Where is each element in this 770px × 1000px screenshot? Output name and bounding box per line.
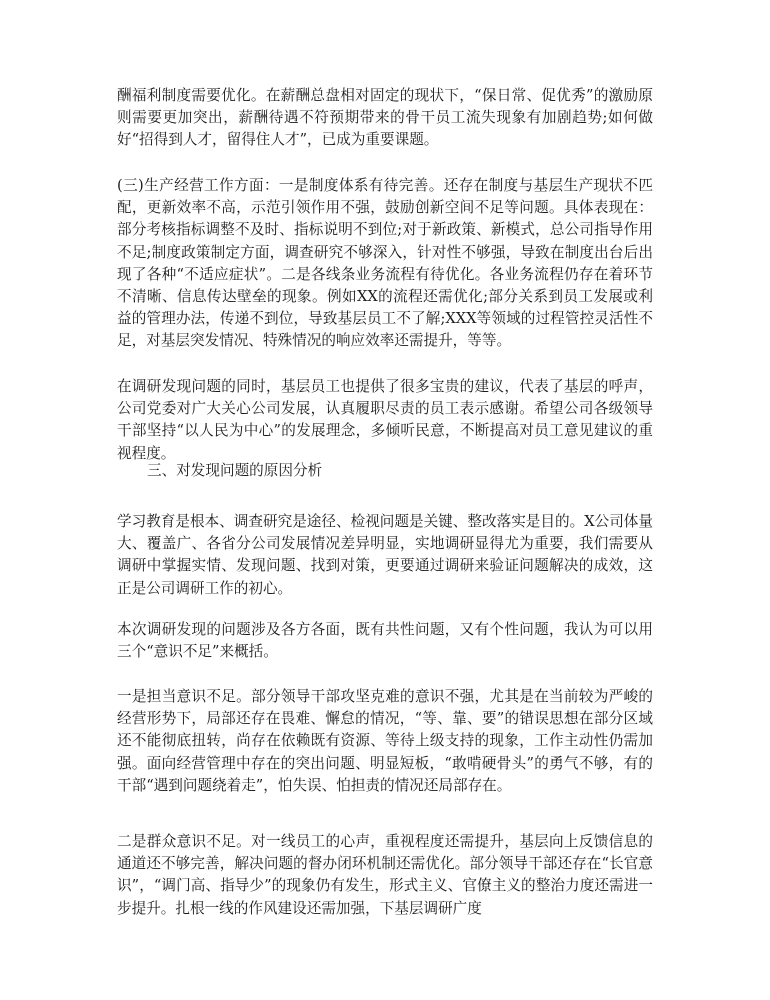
paragraph-employee-suggestions: 在调研发现问题的同时，基层员工也提供了很多宝贵的建议，代表了基层的呼声，公司党委对广大关心公司发展，认真履职尽责的员工表示感谢。希望公司各级领导干部坚持“以人民为中心”的发展理念，多倾听民意，不断提高对员工意见建议的重视程度。: [117, 378, 653, 462]
paragraph-problem-summary: 本次调研发现的问题涉及各方各面，既有共性问题，又有个性问题，我认为可以用三个“意识不足”来概括。: [117, 621, 653, 661]
paragraph-mass-awareness: 二是群众意识不足。对一线员工的心声，重视程度还需提升，基层向上反馈信息的通道还不够完善，解决问题的督办闭环机制还需优化。部分领导干部还存在“长官意识”，“调门高、指导少”的现象仍有发生，形式主义、官僚主义的整治力度还需进一步提升。扎根一线的作风建设还需加强，下基层调研广度: [117, 833, 653, 917]
paragraph-learning-education: 学习教育是根本、调查研究是途径、检视问题是关键、整改落实是目的。X公司体量大、覆盖广、各省分公司发展情况差异明显，实地调研显得尤为重要，我们需要从调研中掌握实情、发现问题、找到对策，更要通过调研来验证问题解决的成效，这正是公司调研工作的初心。: [117, 513, 653, 597]
paragraph-production-operations: (三)生产经营工作方面：一是制度体系有待完善。还存在制度与基层生产现状不匹配，更新效率不高，示范引领作用不强，鼓励创新空间不足等问题。具体表现在：部分考核指标调整不及时、指标说明不到位;对于新政策、新模式，总公司指导作用不足;制度政策制定方面，调查研究不够深入，针对性不够强，导致在制度出台后出现了各种“不适应症状”。二是各线条业务流程有待优化。各业务流程仍存在着环节不清晰、信息传达壁垒的现象。例如XX的流程还需优化;部分关系到员工发展或利益的管理办法，传递不到位，导致基层员工不了解;XXX等领域的过程管控灵活性不足，对基层突发情况、特殊情况的响应效率还需提升，等等。: [117, 177, 653, 350]
paragraph-compensation: 酬福利制度需要优化。在薪酬总盘相对固定的现状下，“保日常、促优秀”的激励原则需要更加突出，薪酬待遇不符预期带来的骨干员工流失现象有加剧趋势;如何做好“招得到人才，留得住人才”，已成为重要课题。: [117, 87, 653, 149]
section-heading-cause-analysis: 三、对发现问题的原因分析: [147, 462, 323, 479]
paragraph-responsibility-awareness: 一是担当意识不足。部分领导干部攻坚克难的意识不强，尤其是在当前较为严峻的经营形势下，局部还存在畏难、懈怠的情况，“等、靠、要”的错误思想在部分区域还不能彻底扭转，尚存在依赖既有资源、等待上级支持的现象，工作主动性仍需加强。面向经营管理中存在的突出问题、明显短板，“敢啃硬骨头”的勇气不够，有的干部“遇到问题绕着走”，怕失误、怕担责的情况还局部存在。: [117, 688, 653, 794]
